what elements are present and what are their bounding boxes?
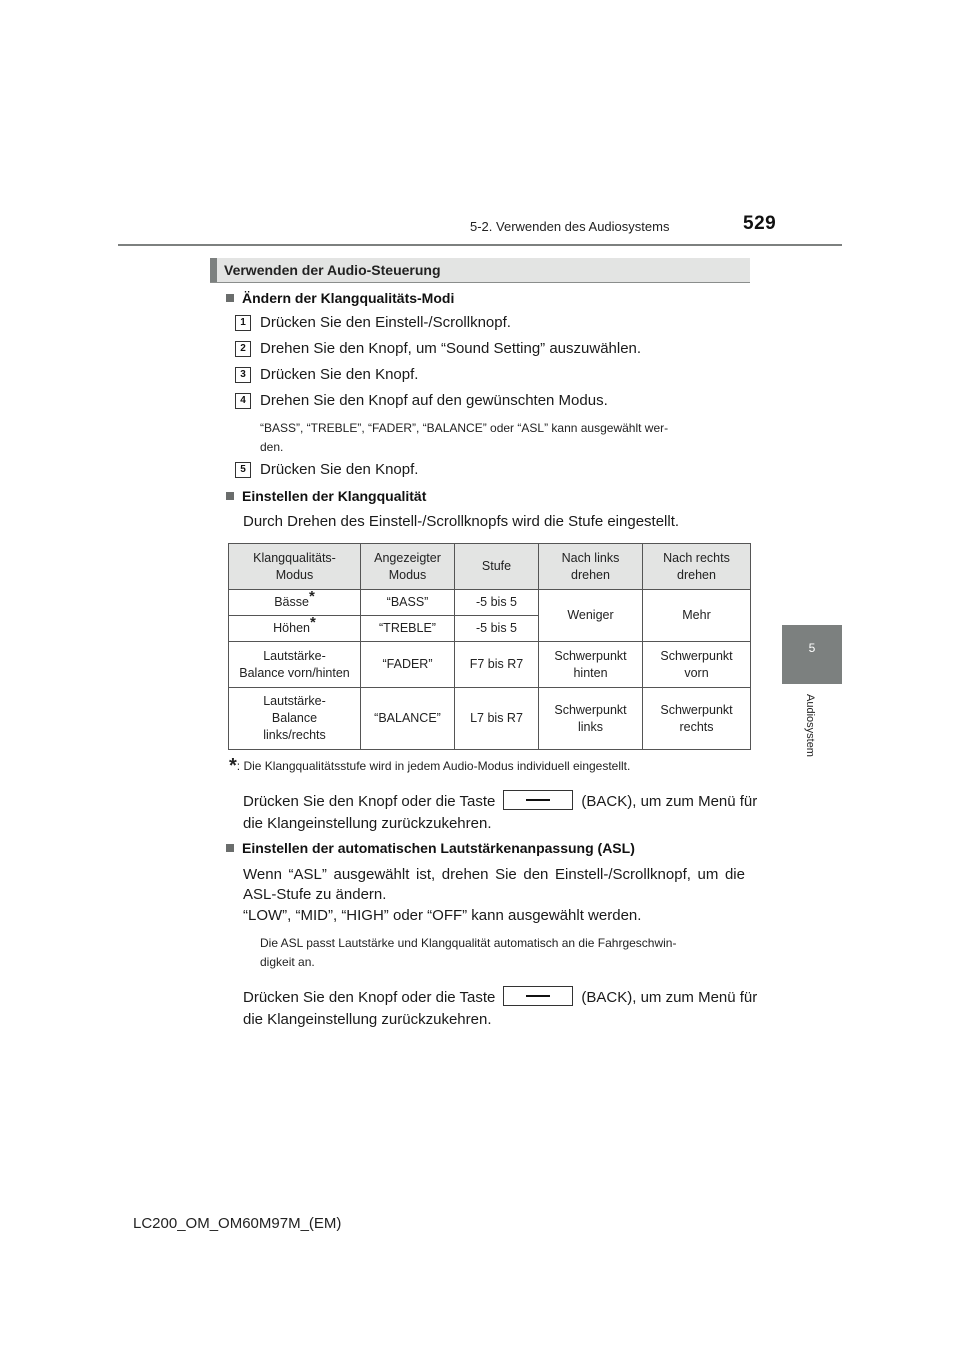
subheading-sound-quality xyxy=(226,488,426,504)
back-instruction-1: Drücken Sie den Knopf oder die Taste (BACK), um zum Menü für xyxy=(243,790,757,810)
asl-text-line-3: “LOW”, “MID”, “HIGH” oder “OFF” kann ausgewählt werden. xyxy=(243,907,642,924)
step-number-2: 2 xyxy=(235,341,251,357)
subheading-text: Einstellen der automatischen Lautstärkenanpassung (ASL) xyxy=(242,840,635,856)
table-cell: “BALANCE” xyxy=(361,688,455,750)
chapter-tab-number: 5 xyxy=(808,641,816,655)
body-text-sound-quality: Durch Drehen des Einstell-/Scrollknopfs wird die Stufe eingestellt. xyxy=(243,513,680,530)
table-cell: -5 bis 5 xyxy=(455,590,539,616)
subheading-text: Ändern der Klangqualitäts-Modi xyxy=(242,290,455,306)
chapter-tab-label: Audiosystem xyxy=(804,694,816,757)
back-key-icon xyxy=(503,790,573,810)
subheading-sound-modes xyxy=(226,290,454,306)
table-cell-merged: Weniger xyxy=(539,590,643,642)
header-rule xyxy=(118,244,842,246)
table-header-cell: Angezeigter Modus xyxy=(361,544,455,590)
step-number-3: 3 xyxy=(235,367,251,383)
step-number-4: 4 xyxy=(235,393,251,409)
step-text-4: Drehen Sie den Knopf auf den gewünschten Modus. xyxy=(260,392,608,409)
step-number-5: 5 xyxy=(235,462,251,478)
table-cell: Lautstärke- Balance vorn/hinten xyxy=(229,642,361,688)
table-cell: -5 bis 5 xyxy=(455,616,539,642)
asl-note-line-1: Die ASL passt Lautstärke und Klangqualität automatisch an die Fahrgeschwin- xyxy=(260,936,677,950)
table-header-cell: Nach links drehen xyxy=(539,544,643,590)
section-heading: Verwenden der Audio-Steuerung xyxy=(224,262,441,278)
back-instruction-1-line2: die Klangeinstellung zurückzukehren. xyxy=(243,815,492,832)
step-text-3: Drücken Sie den Knopf. xyxy=(260,366,419,383)
asl-text-line-2: ASL-Stufe zu ändern. xyxy=(243,886,387,903)
table-header-cell: Stufe xyxy=(455,544,539,590)
table-header-row xyxy=(229,544,751,590)
running-header-section: 5-2. Verwenden des Audiosystems xyxy=(470,219,670,234)
table-cell: Bässe* xyxy=(229,590,361,616)
table-cell: L7 bis R7 xyxy=(455,688,539,750)
subheading-asl xyxy=(226,840,635,856)
square-bullet-icon xyxy=(226,844,234,852)
step-number-1: 1 xyxy=(235,315,251,331)
footer-document-code: LC200_OM_OM60M97M_(EM) xyxy=(133,1215,342,1232)
step-note-line-2: den. xyxy=(260,440,284,454)
table-header-cell: Klangqualitäts- Modus xyxy=(229,544,361,590)
square-bullet-icon xyxy=(226,294,234,302)
table-row xyxy=(229,688,751,750)
table-cell: “TREBLE” xyxy=(361,616,455,642)
table-header-cell: Nach rechts drehen xyxy=(643,544,751,590)
back-key-icon xyxy=(503,986,573,1006)
table-cell: Schwerpunkt hinten xyxy=(539,642,643,688)
footnote-asterisk: * xyxy=(229,755,237,777)
step-text-5: Drücken Sie den Knopf. xyxy=(260,461,419,478)
table-cell: Schwerpunkt vorn xyxy=(643,642,751,688)
step-text-2: Drehen Sie den Knopf, um “Sound Setting” auszuwählen. xyxy=(260,340,642,357)
step-text-1: Drücken Sie den Einstell-/Scrollknopf. xyxy=(260,314,511,331)
step-note-line-1: “BASS”, “TREBLE”, “FADER”, “BALANCE” oder “ASL” kann ausgewählt wer- xyxy=(260,421,669,435)
subheading-text: Einstellen der Klangqualität xyxy=(242,488,427,504)
table-cell: “BASS” xyxy=(361,590,455,616)
back-instruction-2: Drücken Sie den Knopf oder die Taste (BACK), um zum Menü für xyxy=(243,986,757,1006)
table-footnote: *: Die Klangqualitätsstufe wird in jedem Audio-Modus individuell eingestellt. xyxy=(229,755,631,777)
asl-text-line-1: Wenn “ASL” ausgewählt ist, drehen Sie den Einstell-/Scrollknopf, um die xyxy=(243,866,745,883)
section-heading-underline xyxy=(210,282,750,283)
back-instruction-2-line2: die Klangeinstellung zurückzukehren. xyxy=(243,1011,492,1028)
table-cell-merged: Mehr xyxy=(643,590,751,642)
table-cell: “FADER” xyxy=(361,642,455,688)
page-number: 529 xyxy=(743,213,777,234)
table-row xyxy=(229,590,751,616)
table-cell: Schwerpunkt links xyxy=(539,688,643,750)
sound-quality-table xyxy=(228,543,751,750)
square-bullet-icon xyxy=(226,492,234,500)
table-cell: F7 bis R7 xyxy=(455,642,539,688)
table-cell: Schwerpunkt rechts xyxy=(643,688,751,750)
table-cell: Höhen* xyxy=(229,616,361,642)
asl-note-line-2: digkeit an. xyxy=(260,955,315,969)
table-cell: Lautstärke- Balance links/rechts xyxy=(229,688,361,750)
table-row xyxy=(229,642,751,688)
